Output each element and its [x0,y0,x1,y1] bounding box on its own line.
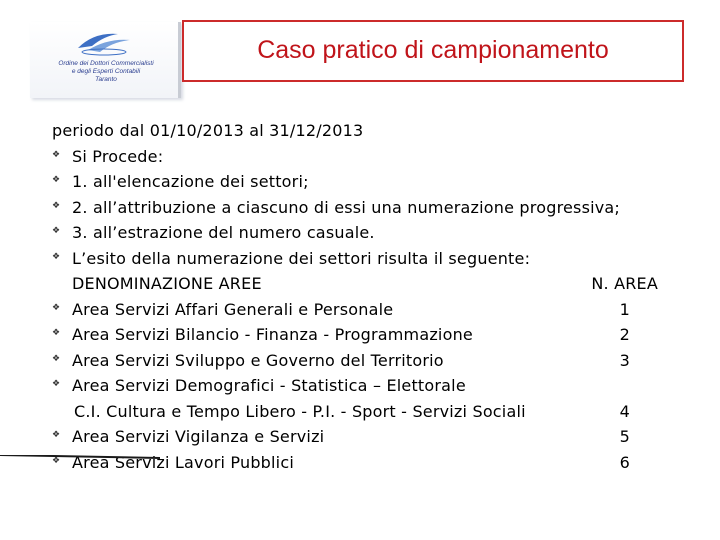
bullet-icon: ❖ [52,430,61,440]
list-item [52,144,672,170]
table-row [52,373,672,399]
bullet-icon: ❖ [52,226,61,236]
bullet-icon: ❖ [52,251,61,262]
decorative-corner-line [0,455,160,459]
title-box [182,20,684,82]
intro-line [52,118,672,144]
page-title: Caso pratico di campionamento [257,36,609,64]
area-name: Area Servizi Affari Generali e Personale [72,299,394,319]
logo-line-2: e degli Esperti Contabili [71,68,141,75]
header-name: DENOMINAZIONE AREE [72,274,262,293]
step-text: 2. all’attribuzione a ciascuno di essi una numerazione progressiva; [72,197,621,217]
header-num: N. AREA [591,274,658,293]
logo-line-3: Taranto [95,76,117,83]
area-name: C.I. Cultura e Tempo Libero - P.I. - Sport - Servizi Sociali [74,401,526,421]
area-name: Area Servizi Vigilanza e Servizi [72,427,325,446]
content-body [52,118,672,475]
area-name: Area Servizi Sviluppo e Governo del Territorio [72,350,444,370]
area-number: 6 [619,452,630,472]
table-row [52,322,672,348]
step-text: 3. all’estrazione del numero casuale. [72,223,375,242]
bullet-icon: ❖ [52,379,61,389]
list-item [52,246,672,272]
area-name: Area Servizi Demografici - Statistica – Elettorale [72,376,466,395]
bullet-icon: ❖ [52,328,61,338]
step-text: Si Procede: [72,146,164,166]
logo [30,22,181,98]
table-row [52,399,672,425]
table-row [52,297,672,323]
table-row [52,424,672,450]
list-item [52,220,672,246]
area-name: Area Servizi Bilancio - Finanza - Programmazione [72,325,473,344]
area-number: 3 [619,350,630,370]
area-number: 1 [619,299,630,319]
bullet-icon: ❖ [52,455,61,466]
area-number: 2 [619,325,630,344]
bullet-icon: ❖ [52,175,61,185]
list-item [52,169,672,195]
stylized-swoosh-logo-icon [74,26,134,56]
period-text: periodo dal 01/10/2013 al 31/12/2013 [52,121,364,140]
area-number: 4 [619,401,630,421]
area-name: Area Servizi Lavori Pubblici [72,452,294,472]
bullet-icon: ❖ [52,353,61,364]
logo-line-1: Ordine dei Dottori Commercialisti [58,60,154,67]
area-number: 5 [619,427,630,446]
bullet-icon: ❖ [52,302,61,313]
table-row [52,348,672,374]
table-row [52,450,672,476]
step-text: 1. all'elencazione dei settori; [72,172,309,191]
table-header [52,271,672,297]
step-text: L’esito della numerazione dei settori risulta il seguente: [72,248,531,268]
bullet-icon: ❖ [52,149,61,160]
bullet-icon: ❖ [52,200,61,211]
list-item [52,195,672,221]
